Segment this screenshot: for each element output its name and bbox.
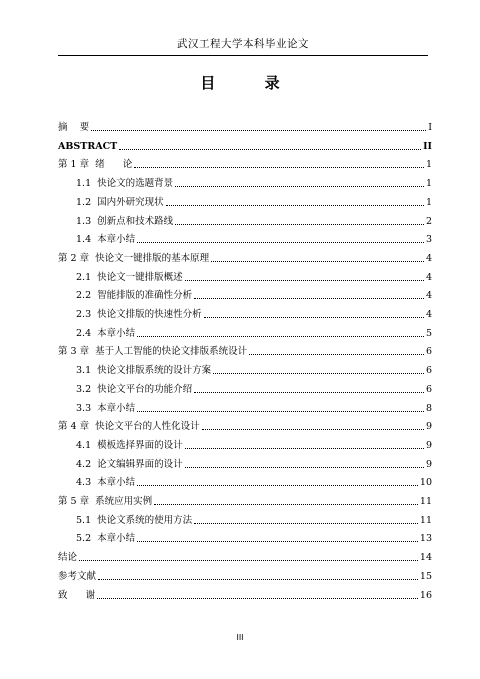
toc-entry-title: 4.2 论文编辑界面的设计: [76, 458, 183, 470]
toc-entry-page: 9: [425, 458, 432, 470]
toc-entry[interactable]: [58, 492, 432, 508]
toc-entry-page: 1: [425, 196, 432, 208]
toc-dot-leader: [194, 298, 424, 299]
toc-dot-leader: [185, 448, 424, 449]
toc-entry[interactable]: [58, 137, 432, 153]
toc-entry[interactable]: [58, 342, 432, 358]
toc-entry[interactable]: [58, 417, 432, 433]
toc-entry-title: 3.3 本章小结: [76, 402, 136, 414]
toc-dot-leader: [194, 523, 418, 524]
toc-entry-title: 3.2 快论文平台的功能介绍: [76, 383, 193, 395]
toc-entry-page: 3: [425, 234, 432, 246]
toc-entry-title: 3.1 快论文排版系统的设计方案: [76, 365, 212, 377]
toc-entry-title: 第 2 章 快论文一键排版的基本原理: [58, 252, 210, 264]
running-header: 武汉工程大学本科毕业论文: [58, 36, 428, 56]
toc-dot-leader: [166, 205, 424, 206]
toc-entry-page: 6: [425, 346, 432, 358]
toc-entry-page: 4: [425, 271, 432, 283]
toc-entry-page: 8: [425, 402, 432, 414]
toc-entry-page: 15: [419, 570, 432, 582]
toc-entry-title: 1.4 本章小结: [76, 234, 136, 246]
toc-entry-page: 1: [425, 178, 432, 190]
toc-dot-leader: [213, 373, 424, 374]
toc-entry[interactable]: [58, 567, 432, 583]
toc-entry-title: 2.2 智能排版的准确性分析: [76, 290, 193, 302]
toc-entry-title: 1.2 国内外研究现状: [76, 196, 164, 208]
toc-dot-leader: [185, 467, 424, 468]
toc-entry[interactable]: [76, 193, 432, 209]
toc-entry-page: 4: [425, 252, 432, 264]
toc-dot-leader: [194, 392, 424, 393]
toc-entry-title: 4.1 模板选择界面的设计: [76, 439, 183, 451]
toc-dot-leader: [97, 598, 418, 599]
toc-entry-title: 摘 要: [58, 122, 90, 133]
toc-entry[interactable]: [58, 118, 432, 134]
toc-dot-leader: [154, 504, 418, 505]
toc-dot-leader: [175, 224, 424, 225]
toc-entry-page: 2: [425, 215, 432, 227]
toc-entry[interactable]: [76, 529, 432, 545]
toc-entry-title: ABSTRACT: [58, 140, 118, 152]
toc-entry[interactable]: [76, 324, 432, 340]
toc-dot-leader: [79, 560, 418, 561]
toc-entry[interactable]: [76, 361, 432, 377]
toc-entry[interactable]: [58, 548, 432, 564]
toc-entry-page: II: [423, 140, 432, 152]
toc-dot-leader: [134, 167, 424, 168]
toc-entry-page: 13: [419, 533, 432, 545]
toc-dot-leader: [137, 411, 424, 412]
toc-entry[interactable]: [76, 212, 432, 228]
toc-entry-title: 2.1 快论文一键排版概述: [76, 271, 183, 283]
toc-entry[interactable]: [76, 455, 432, 471]
toc-entry[interactable]: [58, 586, 432, 602]
toc-entry[interactable]: [76, 286, 432, 302]
toc-dot-leader: [91, 130, 426, 131]
toc-entry-title: 结论: [58, 552, 78, 564]
toc-entry-title: 第 1 章 绪 论: [58, 159, 133, 171]
toc-entry-title: 4.3 本章小结: [76, 477, 136, 489]
toc-entry-page: 9: [425, 439, 432, 451]
toc-dot-leader: [98, 579, 418, 580]
toc-entry-title: 5.1 快论文系统的使用方法: [76, 514, 193, 526]
toc-entry-title: 第 5 章 系统应用实例: [58, 496, 153, 507]
toc-entry-page: 6: [425, 383, 432, 395]
toc-entry-page: 4: [425, 309, 432, 320]
toc-entry-title: 5.2 本章小结: [76, 533, 136, 545]
toc-entry[interactable]: [76, 511, 432, 527]
toc-entry-title: 2.4 本章小结: [76, 327, 136, 339]
toc-dot-leader: [204, 317, 424, 318]
toc-entry-page: 6: [425, 365, 432, 377]
toc-entry-page: 10: [419, 477, 432, 489]
toc-entry[interactable]: [76, 380, 432, 396]
toc-entry-title: 1.1 快论文的选题背景: [76, 178, 174, 190]
toc-dot-leader: [137, 242, 424, 243]
toc-entry-page: 11: [419, 514, 432, 526]
toc-title: 目 录: [200, 74, 302, 92]
toc-entry-page: 14: [419, 552, 432, 564]
toc-entry[interactable]: [76, 268, 432, 284]
toc-entry-title: 第 3 章 基于人工智能的快论文排版系统设计: [58, 346, 248, 358]
toc-entry[interactable]: [76, 473, 432, 489]
toc-entry[interactable]: [76, 305, 432, 321]
toc-dot-leader: [119, 149, 421, 150]
page-number: III: [236, 633, 244, 642]
toc-entry-page: 9: [425, 421, 432, 433]
toc-entry-page: 16: [419, 589, 432, 601]
toc-dot-leader: [137, 336, 424, 337]
toc-dot-leader: [137, 541, 418, 542]
toc-entry-page: 5: [425, 327, 432, 339]
toc-dot-leader: [175, 186, 424, 187]
toc-dot-leader: [185, 280, 424, 281]
toc-entry[interactable]: [76, 399, 432, 415]
toc-dot-leader: [249, 354, 424, 355]
toc-entry-title: 2.3 快论文排版的快速性分析: [76, 309, 202, 320]
toc-entry-page: 1: [425, 159, 432, 171]
toc-entry-title: 参考文献: [58, 570, 97, 582]
toc-entry-page: I: [428, 122, 432, 133]
toc-entry[interactable]: [76, 230, 432, 246]
toc-dot-leader: [211, 261, 424, 262]
toc-entry-page: 4: [425, 290, 432, 302]
toc-entry[interactable]: [58, 249, 432, 265]
toc-entry-title: 致 谢: [58, 589, 96, 601]
toc-entry[interactable]: [76, 174, 432, 190]
toc-entry[interactable]: [58, 155, 432, 171]
toc-dot-leader: [202, 429, 424, 430]
toc-entry-page: 11: [419, 496, 432, 507]
toc-entry-title: 第 4 章 快论文平台的人性化设计: [58, 421, 200, 433]
toc-entry-title: 1.3 创新点和技术路线: [76, 215, 174, 227]
toc-dot-leader: [137, 485, 418, 486]
toc-entry[interactable]: [76, 436, 432, 452]
